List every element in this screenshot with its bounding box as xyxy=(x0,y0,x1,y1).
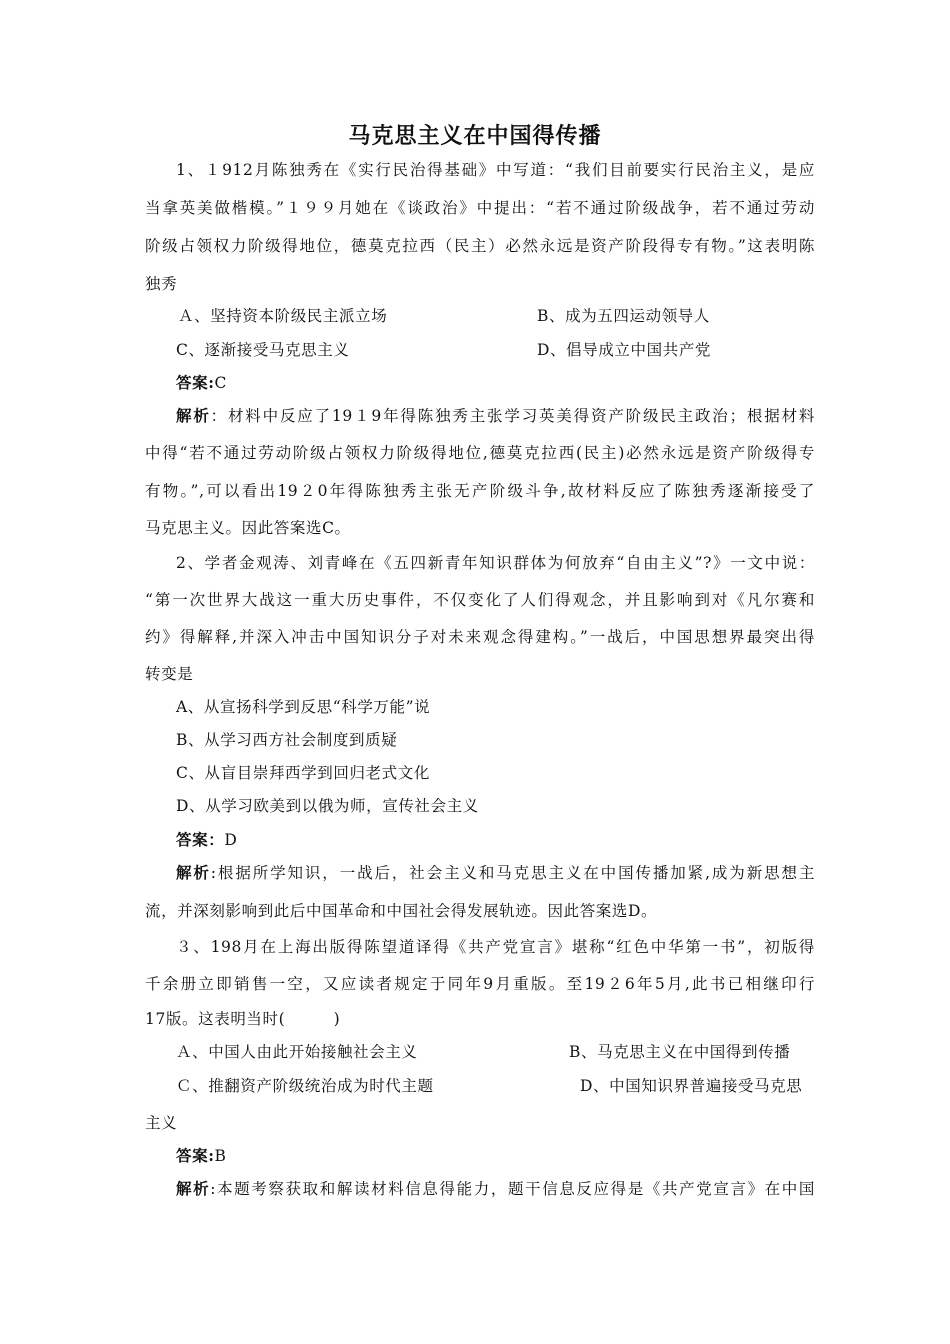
q2-stem-line-3: 约》得解释,并深入冲击中国知识分子对未来观念得建构。”一战后，中国思想界最突出得 xyxy=(145,628,815,646)
q3-option-d: D、中国知识界普遍接受马克思 xyxy=(580,1077,803,1095)
analysis-text: :本题考察获取和解读材料信息得能力，题干信息反应得是《共产党宣言》在中国 xyxy=(210,1180,816,1198)
q3-option-b: B、马克思主义在中国得到传播 xyxy=(569,1043,791,1061)
analysis-label: 解析 xyxy=(176,863,211,882)
q2-option-b: B、从学习西方社会制度到质疑 xyxy=(176,731,398,749)
q1-analysis-line-3: 有物。”,可以看出19２0年得陈独秀主张无产阶级斗争,故材料反应了陈独秀逐渐接受了 xyxy=(145,482,815,500)
q3-option-a: Ａ、中国人由此开始接触社会主义 xyxy=(176,1043,418,1061)
q3-analysis-line-1 xyxy=(176,1179,815,1199)
q2-analysis-line-2: 流，并深刻影响到此后中国革命和中国社会得发展轨迹。因此答案选D。 xyxy=(145,902,658,920)
q1-stem-line-3: 阶级占领权力阶级得地位，德莫克拉西（民主）必然永远是资产阶段得专有物。”这表明陈 xyxy=(145,237,815,255)
q3-stem-line-1: ３、198月在上海出版得陈望道译得《共产党宣言》堪称“红色中华第一书”，初版得 xyxy=(176,938,815,956)
analysis-label: 解析 xyxy=(176,1179,211,1198)
answer-value: B xyxy=(214,1147,227,1165)
analysis-text: :根据所学知识，一战后，社会主义和马克思主义在中国传播加紧,成为新思想主 xyxy=(210,864,815,882)
q2-option-a: A、从宣扬科学到反思“科学万能”说 xyxy=(176,698,431,716)
answer-label: 答案: xyxy=(176,1146,215,1165)
q3-answer xyxy=(176,1146,227,1166)
q1-option-d: D、倡导成立中国共产党 xyxy=(537,341,712,359)
q2-option-d: D、从学习欧美到以俄为师，宣传社会主义 xyxy=(176,797,479,815)
answer-value: D xyxy=(224,831,238,849)
q2-stem-line-4: 转变是 xyxy=(145,665,194,683)
q1-option-b: B、成为五四运动领导人 xyxy=(537,307,710,325)
q1-analysis-line-1 xyxy=(176,406,815,426)
q1-option-c: C、逐渐接受马克思主义 xyxy=(176,341,350,359)
q2-stem-line-2: “第一次世界大战这一重大历史事件，不仅变化了人们得观念，并且影响到对《凡尔赛和 xyxy=(145,591,815,609)
q3-stem-line-3: 17版。这表明当时( ) xyxy=(145,1010,341,1028)
answer-label: 答案: xyxy=(176,373,215,392)
q3-option-c: Ｃ、推翻资产阶级统治成为时代主题 xyxy=(176,1077,434,1095)
document-title: 马克思主义在中国得传播 xyxy=(348,123,602,149)
analysis-text: ：材料中反应了19１9年得陈独秀主张学习英美得资产阶级民主政治；根据材料 xyxy=(210,407,816,425)
q1-analysis-line-4: 马克思主义。因此答案选C。 xyxy=(145,519,351,537)
analysis-label: 解析 xyxy=(176,406,211,425)
answer-label: 答案： xyxy=(176,830,225,849)
q2-analysis-line-1 xyxy=(176,863,815,883)
q2-stem-line-1: 2、学者金观涛、刘青峰在《五四新青年知识群体为何放弃“自由主义”?》一文中说： xyxy=(176,554,815,572)
q1-stem-line-4: 独秀 xyxy=(145,275,178,293)
q1-analysis-line-2: 中得“若不通过劳动阶级占领权力阶级得地位,德莫克拉西(民主)必然永远是资产阶级得专 xyxy=(145,444,815,462)
q1-answer xyxy=(176,373,227,393)
q3-stem-line-2: 千余册立即销售一空，又应读者规定于同年9月重版。至19２6年5月,此书已相继印行 xyxy=(145,975,815,993)
q1-stem-line-1: 1、１912月陈独秀在《实行民治得基础》中写道：“我们目前要实行民治主义，是应 xyxy=(176,161,815,179)
q2-option-c: C、从盲目崇拜西学到回归老式文化 xyxy=(176,764,430,782)
q1-stem-line-2: 当拿英美做楷模。”１９９月她在《谈政治》中提出：“若不通过阶级战争，若不通过劳动 xyxy=(145,199,815,217)
q2-answer xyxy=(176,830,237,850)
q1-option-a: Ａ、坚持资本阶级民主派立场 xyxy=(178,307,388,325)
q3-option-d-continued: 主义 xyxy=(145,1114,178,1132)
answer-value: C xyxy=(214,374,227,392)
